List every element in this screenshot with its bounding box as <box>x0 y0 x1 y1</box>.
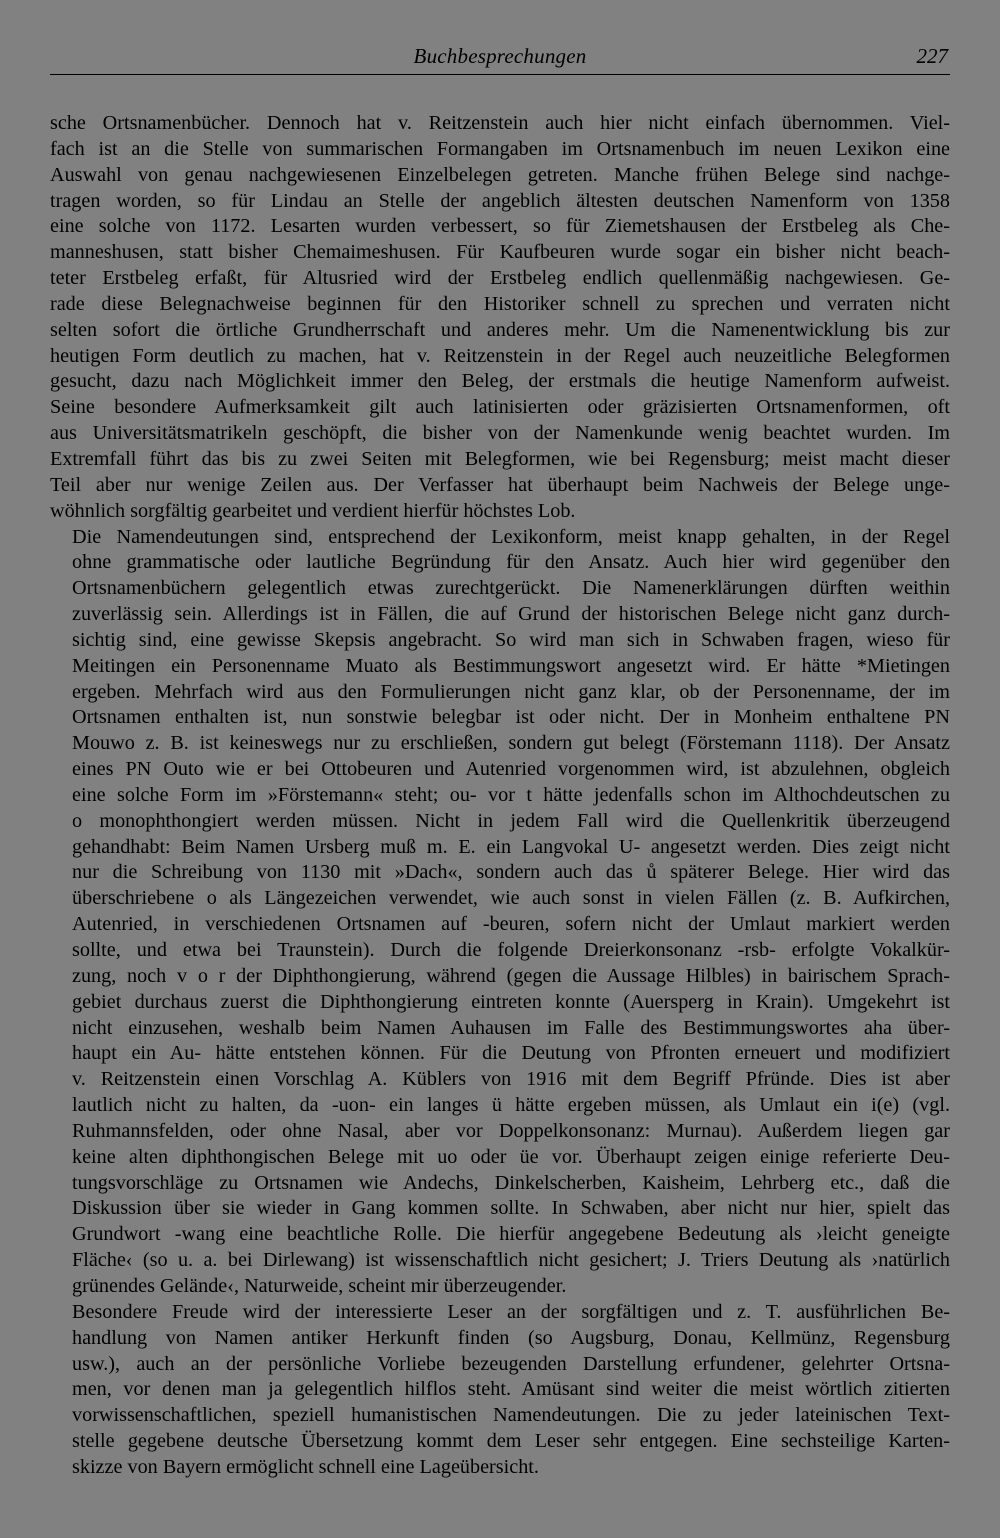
text-line: eines PN Outo wie er bei Ottobeuren und Autenried vorgenommen wird, ist abzulehnen, obgleich <box>72 758 950 781</box>
text-line: Grundwort -wang eine beachtliche Rolle. Die hierfür angegebene Bedeutung als ›leicht geneigte <box>72 1223 950 1246</box>
text-line: keine alten diphthongischen Belege mit uo oder üe vor. Überhaupt zeigen einige referierte Deu- <box>72 1145 950 1168</box>
text-line: o monophthongiert werden müssen. Nicht in jedem Fall wird die Quellenkritik überzeugend <box>72 809 950 832</box>
text-line: gesucht, dazu nach Möglichkeit immer den Beleg, der erstmals die heutige Namenform aufweist. <box>50 370 950 393</box>
text-line: Meitingen ein Personenname Muato als Bestimmungswort angesetzt wird. Er hätte *Mietingen <box>72 654 950 677</box>
text-line: Seine besondere Aufmerksamkeit gilt auch latinisierten oder gräzisierten Ortsnamenformen, oft <box>50 396 950 419</box>
running-title: Buchbesprechungen <box>413 44 587 68</box>
text-line: rade diese Belegnachweise beginnen für den Historiker schnell zu sprechen und verraten nicht <box>50 292 950 315</box>
page-number: 227 <box>916 44 948 68</box>
text-line: Autenried, in verschiedenen Ortsnamen auf -beuren, sofern nicht der Umlaut markiert werden <box>72 913 950 936</box>
text-line: teter Erstbeleg erfaßt, für Altusried wird der Erstbeleg endlich quellenmäßig nachgewiesen. Ge- <box>50 267 950 290</box>
text-line: Die Namendeutungen sind, entsprechend der Lexikonform, meist knapp gehalten, in der Regel <box>72 525 950 548</box>
text-line: vorwissenschaftlichen, speziell humanistischen Namendeutungen. Die zu jeder lateinischen Text- <box>72 1404 950 1427</box>
text-line: Mouwo z. B. ist keineswegs nur zu erschließen, sondern gut belegt (Förstemann 1118). Der Ansatz <box>72 732 950 755</box>
text-line: sollte, und etwa bei Traunstein). Durch die folgende Dreierkonsonanz -rsb- erfolgte Vokalkür- <box>72 939 950 961</box>
page-header <box>50 38 950 75</box>
text-line: eine solche Form im »Förstemann« steht; ou- vor t hätte jedenfalls schon im Althochdeutschen zu <box>72 783 950 806</box>
text-line: ergeben. Mehrfach wird aus den Formulierungen nicht ganz klar, ob der Personenname, der im <box>72 680 950 703</box>
text-line: men, vor denen man ja gelegentlich hilflos steht. Amüsant sind weiter die meist wörtlich zitierten <box>72 1378 950 1401</box>
text-line: lautlich nicht zu halten, da -uon- ein langes ü hätte ergeben müssen, als Umlaut ein i(e) (vgl. <box>72 1094 950 1117</box>
text-line: gebiet durchaus zuerst die Diphthongierung eintreten konnte (Auersperg in Krain). Umgekehrt ist <box>72 990 950 1013</box>
text-line: selten sofort die örtliche Grundherrschaft und anderes mehr. Um die Namenentwicklung bis zur <box>50 318 950 341</box>
text-line: überschriebene o als Längezeichen verwendet, wie auch sonst in vielen Fällen (z. B. Aufkirchen, <box>72 887 950 910</box>
text-line: nur die Schreibung von 1130 mit »Dach«, sondern auch das ů späterer Belege. Hier wird das <box>72 861 950 884</box>
text-line: v. Reitzenstein einen Vorschlag A. Küblers von 1916 mit dem Begriff Pfründe. Dies ist aber <box>72 1068 950 1091</box>
paragraph-1 <box>50 111 950 525</box>
text-line: wöhnlich sorgfältig gearbeitet und verdient hierfür höchstes Lob. <box>50 499 576 522</box>
text-line: Extremfall führt das bis zu zwei Seiten mit Belegformen, wie bei Regensburg; meist macht dieser <box>50 447 950 470</box>
text-line: stelle gegebene deutsche Übersetzung kommt dem Leser sehr entgegen. Eine sechsteilige Karten- <box>72 1430 950 1453</box>
text-line: Fläche‹ (so u. a. bei Dirlewang) ist wissenschaftlich nicht gesichert; J. Triers Deutung als ›natürlich <box>72 1249 950 1272</box>
text-line: usw.), auch an der persönliche Vorliebe bezeugenden Darstellung erfundener, gelehrter Ortsna- <box>72 1352 950 1375</box>
text-line: Auswahl von genau nachgewiesenen Einzelbelegen getreten. Manche frühen Belege sind nachge- <box>50 163 950 186</box>
text-line: fach ist an die Stelle von summarischen Formangaben im Ortsnamenbuch im neuen Lexikon eine <box>50 137 950 160</box>
text-line: Ruhmannsfelden, oder ohne Nasal, aber vor Doppelkonsonanz: Murnau). Außerdem liegen gar <box>72 1119 950 1142</box>
text-line: sche Ortsnamenbücher. Dennoch hat v. Reitzenstein auch hier nicht einfach übernommen. Viel- <box>50 112 950 134</box>
text-line: handlung von Namen antiker Herkunft finden (so Augsburg, Donau, Kellmünz, Regensburg <box>72 1326 950 1349</box>
book-page <box>50 38 950 1481</box>
text-line: grünendes Gelände‹, Naturweide, scheint mir überzeugender. <box>72 1274 567 1297</box>
text-line: skizze von Bayern ermöglicht schnell eine Lageübersicht. <box>72 1455 539 1478</box>
text-line: eine solche von 1172. Lesarten wurden verbessert, so für Ziemetshausen der Erstbeleg als Che- <box>50 215 950 238</box>
text-line: manneshusen, statt bisher Chemaimeshusen. Für Kaufbeuren wurde sogar ein bisher nicht beach- <box>50 241 950 264</box>
paragraph-2 <box>50 525 950 1300</box>
text-line: Ortsnamen enthalten ist, nun sonstwie belegbar ist oder nicht. Der in Monheim enthaltene PN <box>72 706 950 729</box>
text-line: tragen worden, so für Lindau an Stelle der angeblich ältesten deutschen Namenform von 1358 <box>50 189 950 212</box>
paragraph-3 <box>50 1300 950 1481</box>
text-line: tungsvorschläge zu Ortsnamen wie Andechs, Dinkelscherben, Kaisheim, Lehrberg etc., daß die <box>72 1171 950 1194</box>
text-line: zung, noch v o r der Diphthongierung, während (gegen die Aussage Hilbles) in bairischem Sprach- <box>72 964 950 987</box>
text-line: zuverlässig sein. Allerdings ist in Fällen, die auf Grund der historischen Belege nicht ganz durch- <box>72 603 950 626</box>
text-line: aus Universitätsmatrikeln geschöpft, die bisher von der Namenkunde wenig beachtet wurden. Im <box>50 422 950 445</box>
text-line: heutigen Form deutlich zu machen, hat v. Reitzenstein in der Regel auch neuzeitliche Belegformen <box>50 344 950 367</box>
text-line: Teil aber nur wenige Zeilen aus. Der Verfasser hat überhaupt beim Nachweis der Belege unge- <box>50 473 950 496</box>
text-line: nicht einzusehen, weshalb beim Namen Auhausen im Falle des Bestimmungswortes aha über- <box>72 1016 950 1039</box>
text-line: Ortsnamenbüchern gelegentlich etwas zurechtgerückt. Die Namenerklärungen dürften weithin <box>72 577 950 600</box>
text-line: ohne grammatische oder lautliche Begründung für den Ansatz. Auch hier wird gegenüber den <box>72 551 950 574</box>
text-line: haupt ein Au- hätte entstehen können. Für die Deutung von Pfronten erneuert und modifiziert <box>72 1042 950 1065</box>
text-line: Diskussion über sie wieder in Gang kommen sollte. In Schwaben, aber nicht nur hier, spielt das <box>72 1197 950 1220</box>
text-line: sichtig sind, eine gewisse Skepsis angebracht. So wird man sich in Schwaben fragen, wieso für <box>72 628 950 651</box>
text-line: Besondere Freude wird der interessierte Leser an der sorgfältigen und z. T. ausführlichen Be- <box>72 1300 950 1323</box>
text-line: gehandhabt: Beim Namen Ursberg muß m. E. ein Langvokal U- angesetzt werden. Dies zeigt nicht <box>72 835 950 858</box>
body-text <box>50 111 950 1481</box>
